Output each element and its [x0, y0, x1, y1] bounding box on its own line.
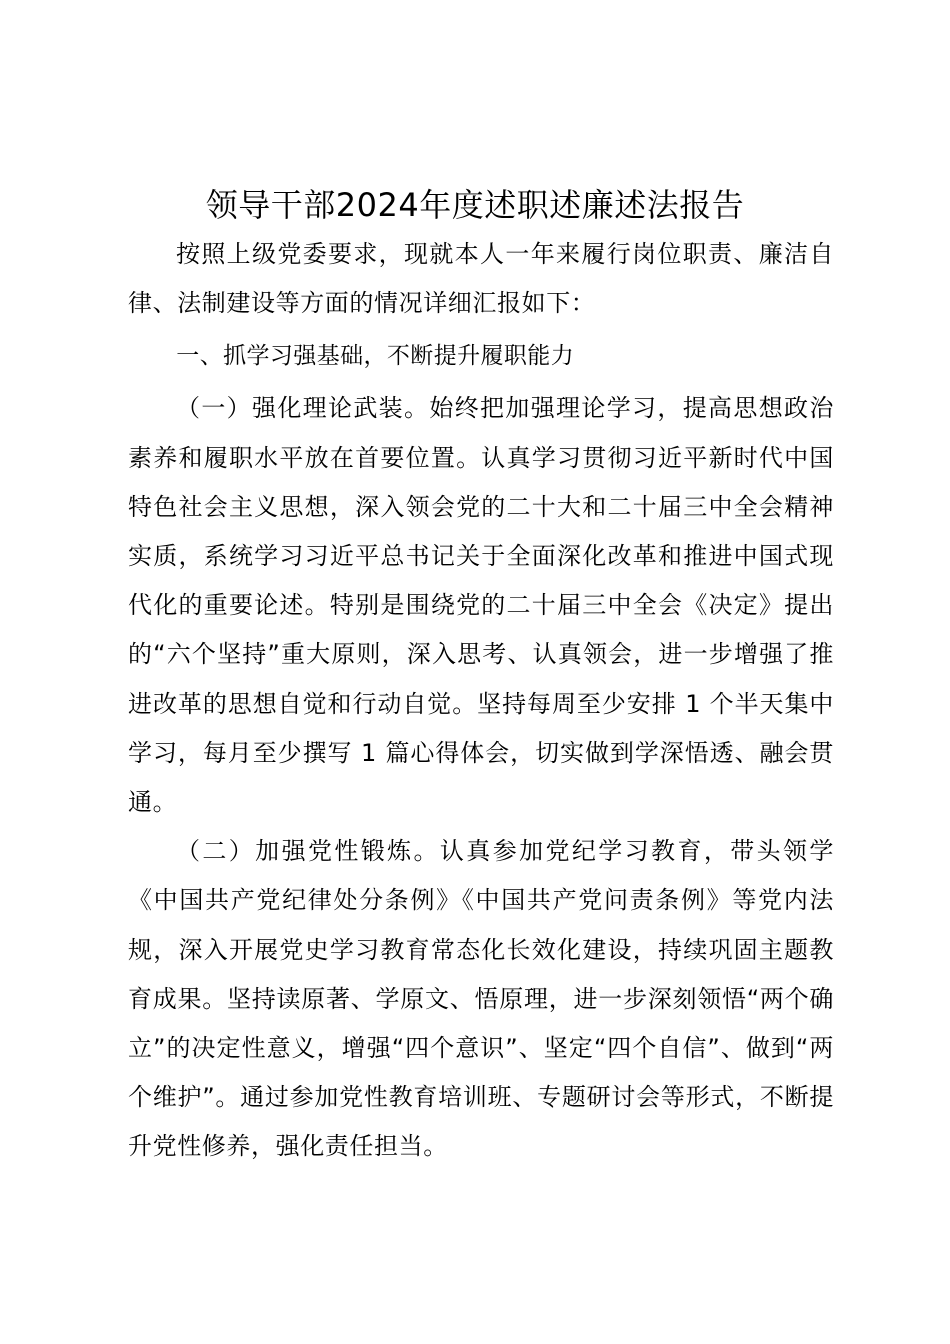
intro-paragraph: 按照上级党委要求，现就本人一年来履行岗位职责、廉洁自律、法制建设等方面的情况详细汇报如下： [128, 240, 834, 318]
document-body [128, 230, 834, 1172]
document-title: 领导干部2024年度述职述廉述法报告 [205, 186, 745, 224]
paragraph-party-spirit: （二）加强党性锻炼。认真参加党纪学习教育，带头领学《中国共产党纪律处分条例》《中国共产党问责条例》等党内法规，深入开展党史学习教育常态化长效化建设，持续巩固主题教育成果。坚持读原著、学原文、悟原理，进一步深刻领悟“两个确立”的决定性意义，增强“四个意识”、坚定“四个自信”、做到“两个维护”。通过参加党性教育培训班、专题研讨会等形式，不断提升党性修养，强化责任担当。 [128, 837, 834, 1161]
section-heading: 一、抓学习强基础，不断提升履职能力 [176, 343, 575, 370]
paragraph-theory: （一）强化理论武装。始终把加强理论学习，提高思想政治素养和履职水平放在首要位置。认真学习贯彻习近平新时代中国特色社会主义思想，深入领会党的二十大和二十届三中全会精神实质，系统学习习近平总书记关于全面深化改革和推进中国式现代化的重要论述。特别是围绕党的二十届三中全会《决定》提出的“六个坚持”重大原则，深入思考、认真领会，进一步增强了推进改革的思想自觉和行动自觉。坚持每周至少安排 1 个半天集中学习，每月至少撰写 1 篇心得体会，切实做到学深悟透、融会贯通。 [128, 394, 834, 817]
